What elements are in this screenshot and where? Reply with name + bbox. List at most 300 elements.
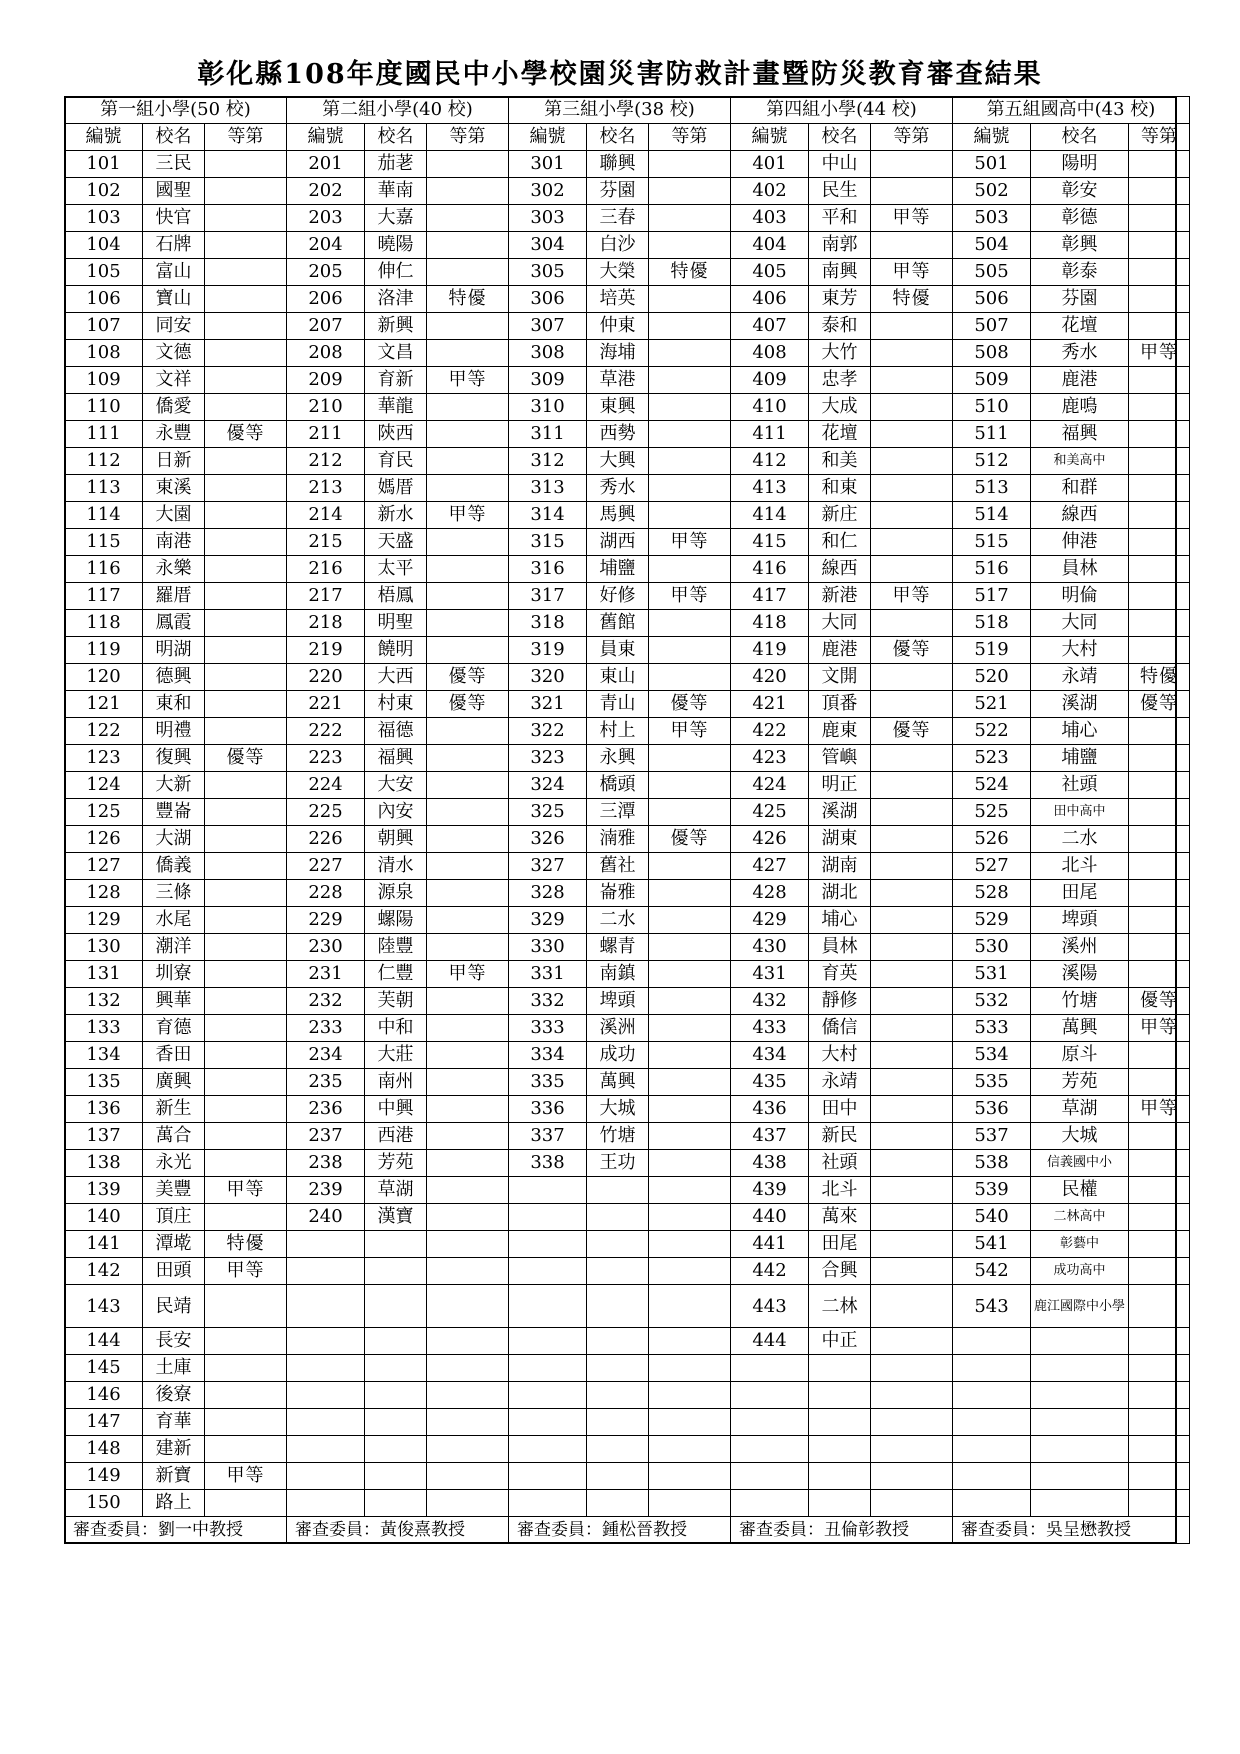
school-name: 花壇 — [1031, 313, 1129, 340]
school-rank: 甲等 — [1129, 1096, 1190, 1123]
school-number: 210 — [287, 394, 365, 421]
school-name: 朝興 — [365, 826, 427, 853]
school-number: 438 — [731, 1150, 809, 1177]
reviewer-label: 審查委員：鍾松晉教授 — [509, 1517, 731, 1544]
school-name — [587, 1490, 649, 1517]
column-header: 編號 — [953, 124, 1031, 151]
school-number: 418 — [731, 610, 809, 637]
school-number: 408 — [731, 340, 809, 367]
table-row — [65, 394, 1190, 421]
school-name: 員林 — [809, 934, 871, 961]
table-row — [65, 934, 1190, 961]
school-name: 湖北 — [809, 880, 871, 907]
school-rank — [871, 1042, 953, 1069]
school-number — [509, 1409, 587, 1436]
school-rank — [205, 556, 287, 583]
table-row — [65, 529, 1190, 556]
school-name: 育英 — [809, 961, 871, 988]
school-name: 芳苑 — [365, 1150, 427, 1177]
school-name: 新水 — [365, 502, 427, 529]
school-name: 大西 — [365, 664, 427, 691]
table-row — [65, 448, 1190, 475]
school-rank — [1129, 421, 1190, 448]
school-name — [365, 1409, 427, 1436]
school-number: 131 — [65, 961, 143, 988]
school-name: 大榮 — [587, 259, 649, 286]
school-number — [953, 1490, 1031, 1517]
table-row — [65, 286, 1190, 313]
school-name: 湳雅 — [587, 826, 649, 853]
school-name — [809, 1463, 871, 1490]
school-number: 138 — [65, 1150, 143, 1177]
school-number: 332 — [509, 988, 587, 1015]
school-number: 215 — [287, 529, 365, 556]
school-number: 407 — [731, 313, 809, 340]
school-rank — [427, 1285, 509, 1328]
school-name: 石牌 — [143, 232, 205, 259]
school-number — [509, 1285, 587, 1328]
school-name: 太平 — [365, 556, 427, 583]
school-number: 326 — [509, 826, 587, 853]
column-header: 編號 — [731, 124, 809, 151]
school-rank — [649, 1258, 731, 1285]
school-number — [731, 1490, 809, 1517]
school-rank — [1129, 1069, 1190, 1096]
school-rank — [427, 1015, 509, 1042]
school-name: 三民 — [143, 151, 205, 178]
school-name: 青山 — [587, 691, 649, 718]
school-number: 314 — [509, 502, 587, 529]
school-rank — [205, 340, 287, 367]
school-name: 社頭 — [1031, 772, 1129, 799]
school-rank — [1129, 880, 1190, 907]
school-rank — [871, 1015, 953, 1042]
school-name: 茄荖 — [365, 151, 427, 178]
school-rank — [205, 772, 287, 799]
school-number: 513 — [953, 475, 1031, 502]
school-name: 圳寮 — [143, 961, 205, 988]
school-name: 芳苑 — [1031, 1069, 1129, 1096]
school-rank — [1129, 259, 1190, 286]
school-rank — [427, 259, 509, 286]
school-number: 427 — [731, 853, 809, 880]
school-number: 444 — [731, 1328, 809, 1355]
school-rank — [1129, 1204, 1190, 1231]
school-rank — [649, 772, 731, 799]
reviewer-label: 審查委員：黃俊熹教授 — [287, 1517, 509, 1544]
school-number: 330 — [509, 934, 587, 961]
school-rank — [205, 583, 287, 610]
school-name: 田中 — [809, 1096, 871, 1123]
table-row — [65, 178, 1190, 205]
school-rank: 特優 — [649, 259, 731, 286]
school-rank — [871, 1463, 953, 1490]
school-name: 北斗 — [809, 1177, 871, 1204]
school-number: 423 — [731, 745, 809, 772]
school-rank — [649, 205, 731, 232]
school-number: 309 — [509, 367, 587, 394]
school-name: 大興 — [587, 448, 649, 475]
school-name — [1031, 1490, 1129, 1517]
school-number: 227 — [287, 853, 365, 880]
school-name: 成功高中 — [1031, 1258, 1129, 1285]
school-name: 土庫 — [143, 1355, 205, 1382]
school-rank — [427, 1150, 509, 1177]
school-number: 541 — [953, 1231, 1031, 1258]
school-number: 133 — [65, 1015, 143, 1042]
school-name: 二水 — [1031, 826, 1129, 853]
school-number — [287, 1258, 365, 1285]
school-name: 二林 — [809, 1285, 871, 1328]
school-name: 中和 — [365, 1015, 427, 1042]
school-number: 439 — [731, 1177, 809, 1204]
school-name: 大竹 — [809, 340, 871, 367]
school-number: 403 — [731, 205, 809, 232]
school-number: 237 — [287, 1123, 365, 1150]
school-rank — [427, 340, 509, 367]
school-rank — [649, 988, 731, 1015]
table-row — [65, 1285, 1190, 1328]
school-number: 240 — [287, 1204, 365, 1231]
school-rank — [1129, 934, 1190, 961]
school-rank — [427, 448, 509, 475]
reviewer-label: 審查委員：劉一中教授 — [65, 1517, 287, 1544]
group-header: 第四組小學(44 校) — [731, 97, 953, 124]
school-number: 420 — [731, 664, 809, 691]
school-number: 307 — [509, 313, 587, 340]
school-name: 和東 — [809, 475, 871, 502]
school-rank — [871, 340, 953, 367]
school-rank — [427, 1382, 509, 1409]
school-number: 517 — [953, 583, 1031, 610]
school-rank — [871, 799, 953, 826]
school-name: 王功 — [587, 1150, 649, 1177]
school-name: 明禮 — [143, 718, 205, 745]
school-rank — [871, 664, 953, 691]
school-rank — [871, 961, 953, 988]
school-rank: 甲等 — [427, 502, 509, 529]
school-number: 202 — [287, 178, 365, 205]
school-rank — [427, 475, 509, 502]
school-rank — [205, 718, 287, 745]
school-rank — [1129, 907, 1190, 934]
school-number: 509 — [953, 367, 1031, 394]
school-number: 222 — [287, 718, 365, 745]
school-rank — [649, 421, 731, 448]
school-number: 405 — [731, 259, 809, 286]
school-name: 永靖 — [809, 1069, 871, 1096]
school-rank — [205, 1328, 287, 1355]
school-rank — [205, 394, 287, 421]
school-rank — [1129, 799, 1190, 826]
school-number: 105 — [65, 259, 143, 286]
school-number: 305 — [509, 259, 587, 286]
school-rank — [1129, 1231, 1190, 1258]
school-number: 425 — [731, 799, 809, 826]
school-rank — [871, 1328, 953, 1355]
school-rank: 甲等 — [1129, 340, 1190, 367]
school-name: 鳳霞 — [143, 610, 205, 637]
school-rank: 優等 — [427, 664, 509, 691]
school-number: 320 — [509, 664, 587, 691]
school-name: 文祥 — [143, 367, 205, 394]
school-number: 409 — [731, 367, 809, 394]
school-number: 337 — [509, 1123, 587, 1150]
school-number: 443 — [731, 1285, 809, 1328]
school-name: 彰泰 — [1031, 259, 1129, 286]
school-rank — [649, 394, 731, 421]
school-rank — [649, 1150, 731, 1177]
school-number: 112 — [65, 448, 143, 475]
school-name — [365, 1328, 427, 1355]
table-row — [65, 1177, 1190, 1204]
table-row — [65, 556, 1190, 583]
school-number: 101 — [65, 151, 143, 178]
school-rank — [205, 610, 287, 637]
school-number — [731, 1409, 809, 1436]
school-number: 114 — [65, 502, 143, 529]
school-name: 漢寶 — [365, 1204, 427, 1231]
table-row — [65, 1463, 1190, 1490]
table-row — [65, 988, 1190, 1015]
school-number: 142 — [65, 1258, 143, 1285]
school-rank — [649, 448, 731, 475]
school-number — [953, 1355, 1031, 1382]
school-name: 同安 — [143, 313, 205, 340]
school-number: 234 — [287, 1042, 365, 1069]
school-rank — [871, 1231, 953, 1258]
school-rank — [1129, 610, 1190, 637]
school-name: 大新 — [143, 772, 205, 799]
school-number: 224 — [287, 772, 365, 799]
school-name — [1031, 1463, 1129, 1490]
school-number: 207 — [287, 313, 365, 340]
school-rank: 甲等 — [871, 583, 953, 610]
school-number: 136 — [65, 1096, 143, 1123]
school-rank — [427, 988, 509, 1015]
school-number: 525 — [953, 799, 1031, 826]
school-number: 103 — [65, 205, 143, 232]
school-rank: 優等 — [427, 691, 509, 718]
school-rank — [871, 1436, 953, 1463]
school-number — [287, 1382, 365, 1409]
school-number — [509, 1204, 587, 1231]
school-number: 137 — [65, 1123, 143, 1150]
school-name: 萬來 — [809, 1204, 871, 1231]
school-number: 519 — [953, 637, 1031, 664]
school-rank — [427, 637, 509, 664]
school-number: 401 — [731, 151, 809, 178]
school-number: 127 — [65, 853, 143, 880]
school-number: 107 — [65, 313, 143, 340]
school-number: 119 — [65, 637, 143, 664]
school-rank — [649, 151, 731, 178]
school-rank: 甲等 — [427, 961, 509, 988]
table-row — [65, 637, 1190, 664]
school-name — [365, 1285, 427, 1328]
school-number: 414 — [731, 502, 809, 529]
page-title: 彰化縣108年度國民中小學校園災害防救計畫暨防災教育審查結果 — [197, 59, 1043, 90]
school-number: 206 — [287, 286, 365, 313]
school-name — [809, 1382, 871, 1409]
school-number: 302 — [509, 178, 587, 205]
school-number: 329 — [509, 907, 587, 934]
school-number — [731, 1382, 809, 1409]
school-number: 120 — [65, 664, 143, 691]
school-number: 125 — [65, 799, 143, 826]
school-name: 大莊 — [365, 1042, 427, 1069]
school-number: 539 — [953, 1177, 1031, 1204]
school-rank — [205, 367, 287, 394]
school-rank — [427, 880, 509, 907]
school-name — [365, 1231, 427, 1258]
results-table — [64, 96, 1190, 1544]
school-number: 126 — [65, 826, 143, 853]
school-number: 229 — [287, 907, 365, 934]
school-rank — [205, 205, 287, 232]
school-number: 537 — [953, 1123, 1031, 1150]
school-number: 534 — [953, 1042, 1031, 1069]
school-rank — [1129, 961, 1190, 988]
school-rank — [1129, 1150, 1190, 1177]
school-name: 大城 — [587, 1096, 649, 1123]
school-rank — [205, 1069, 287, 1096]
school-number: 530 — [953, 934, 1031, 961]
school-rank — [871, 151, 953, 178]
table-row — [65, 367, 1190, 394]
table-row — [65, 1231, 1190, 1258]
school-number: 422 — [731, 718, 809, 745]
reviewer-label: 審查委員：丑倫彰教授 — [731, 1517, 953, 1544]
school-name — [365, 1382, 427, 1409]
school-rank — [427, 1177, 509, 1204]
school-rank — [427, 907, 509, 934]
column-header: 等第 — [649, 124, 731, 151]
school-name: 好修 — [587, 583, 649, 610]
school-rank — [1129, 394, 1190, 421]
school-number: 219 — [287, 637, 365, 664]
school-rank — [205, 988, 287, 1015]
school-number: 149 — [65, 1463, 143, 1490]
column-header: 校名 — [365, 124, 427, 151]
school-rank — [427, 583, 509, 610]
school-rank — [427, 1096, 509, 1123]
school-name — [587, 1204, 649, 1231]
school-rank — [871, 934, 953, 961]
school-name: 福德 — [365, 718, 427, 745]
school-name: 田頭 — [143, 1258, 205, 1285]
school-rank — [427, 1436, 509, 1463]
school-rank: 甲等 — [649, 583, 731, 610]
school-rank — [649, 610, 731, 637]
school-number: 132 — [65, 988, 143, 1015]
school-rank — [205, 1123, 287, 1150]
school-number: 232 — [287, 988, 365, 1015]
school-number — [731, 1355, 809, 1382]
column-header: 等第 — [871, 124, 953, 151]
school-rank — [427, 1123, 509, 1150]
school-number: 116 — [65, 556, 143, 583]
school-name — [1031, 1355, 1129, 1382]
school-rank — [1129, 151, 1190, 178]
school-name: 草湖 — [365, 1177, 427, 1204]
school-name: 溪洲 — [587, 1015, 649, 1042]
school-name: 馬興 — [587, 502, 649, 529]
school-number — [287, 1355, 365, 1382]
school-rank — [1129, 718, 1190, 745]
school-name: 東溪 — [143, 475, 205, 502]
school-name: 民生 — [809, 178, 871, 205]
school-name: 東山 — [587, 664, 649, 691]
school-rank — [1129, 205, 1190, 232]
group-header: 第五組國高中(43 校) — [953, 97, 1190, 124]
school-number: 228 — [287, 880, 365, 907]
school-number: 128 — [65, 880, 143, 907]
school-number: 317 — [509, 583, 587, 610]
school-number: 145 — [65, 1355, 143, 1382]
school-rank — [871, 502, 953, 529]
school-rank — [871, 1177, 953, 1204]
school-rank — [649, 880, 731, 907]
school-number: 209 — [287, 367, 365, 394]
school-number: 233 — [287, 1015, 365, 1042]
school-rank — [205, 1285, 287, 1328]
school-number: 236 — [287, 1096, 365, 1123]
school-rank — [205, 934, 287, 961]
school-name: 大城 — [1031, 1123, 1129, 1150]
school-rank — [649, 1015, 731, 1042]
school-number: 118 — [65, 610, 143, 637]
school-rank — [205, 1096, 287, 1123]
school-rank — [649, 1069, 731, 1096]
school-rank — [205, 259, 287, 286]
school-rank — [427, 826, 509, 853]
school-number — [287, 1490, 365, 1517]
school-rank — [1129, 1177, 1190, 1204]
school-number: 303 — [509, 205, 587, 232]
school-name: 育華 — [143, 1409, 205, 1436]
school-rank — [649, 313, 731, 340]
school-number — [731, 1436, 809, 1463]
school-number: 121 — [65, 691, 143, 718]
school-name: 永靖 — [1031, 664, 1129, 691]
school-rank — [1129, 313, 1190, 340]
school-name: 僑愛 — [143, 394, 205, 421]
school-rank — [1129, 286, 1190, 313]
table-row — [65, 205, 1190, 232]
school-number: 419 — [731, 637, 809, 664]
school-name: 西勢 — [587, 421, 649, 448]
school-number: 415 — [731, 529, 809, 556]
table-row — [65, 1042, 1190, 1069]
school-rank: 優等 — [205, 421, 287, 448]
school-number: 316 — [509, 556, 587, 583]
school-name — [809, 1490, 871, 1517]
school-name: 大村 — [809, 1042, 871, 1069]
school-rank — [1129, 853, 1190, 880]
school-number: 424 — [731, 772, 809, 799]
school-rank — [205, 475, 287, 502]
table-row — [65, 259, 1190, 286]
school-name: 明正 — [809, 772, 871, 799]
school-name: 合興 — [809, 1258, 871, 1285]
school-name: 溪州 — [1031, 934, 1129, 961]
school-rank — [427, 1463, 509, 1490]
school-number: 325 — [509, 799, 587, 826]
school-number: 430 — [731, 934, 809, 961]
school-rank — [871, 1096, 953, 1123]
table-row — [65, 1328, 1190, 1355]
